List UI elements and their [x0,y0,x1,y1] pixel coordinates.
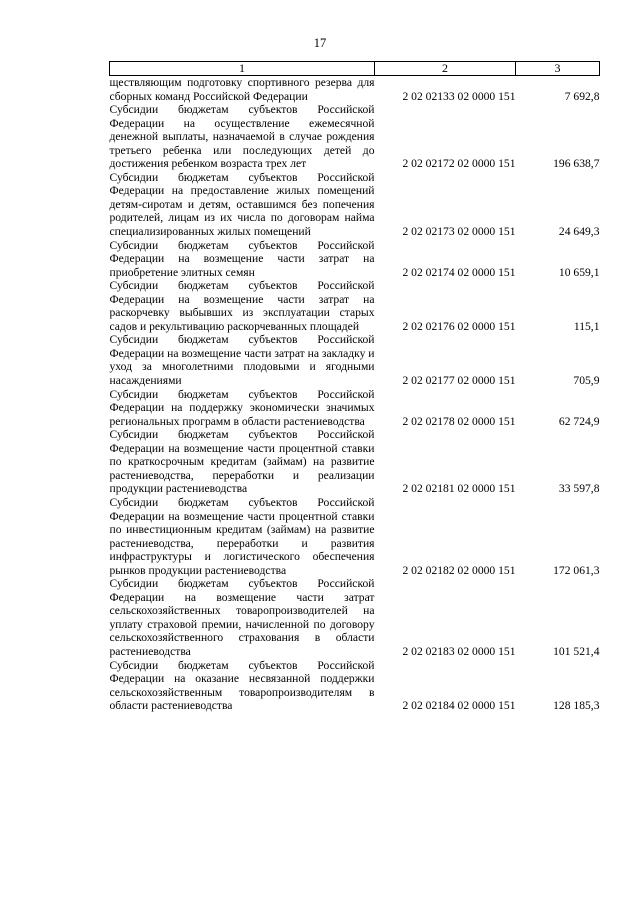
table-header-row [110,62,600,76]
row-description: Субсидии бюджетам субъектов Российской Федерации на возмещение части процентной ставки по краткосрочным кредитам (займам) на развитие растениеводства, переработки и реализации продукции растениеводства [109,428,375,496]
row-amount: 115,1 [573,319,600,333]
row-amount: 101 521,4 [553,644,600,658]
row-budget-code: 2 02 02177 02 0000 151 [402,374,516,388]
row-budget-code: 2 02 02183 02 0000 151 [402,644,516,658]
row-budget-code: 2 02 02174 02 0000 151 [402,265,516,279]
row-budget-code: 2 02 02178 02 0000 151 [402,414,516,428]
row-description: Субсидии бюджетам субъектов Российской Федерации на предоставление жилых помещений детям-сиротам и детям, оставшимся без попечения родителей, лицам из их числа по договорам найма специализированных жилых помещений [109,170,375,239]
column-header-1: 1 [110,62,375,76]
row-description: ществляющим подготовку спортивного резерва для сборных команд Российской Федерации [109,76,375,103]
table-row [110,577,600,658]
row-description: Субсидии бюджетам субъектов Российской Федерации на возмещение части затрат на раскорчевку выбывших из эксплуатации старых садов и рекультивацию раскорчеванных площадей [109,279,375,333]
row-amount: 705,9 [573,374,600,388]
row-budget-code: 2 02 02133 02 0000 151 [402,89,516,103]
table-row [110,279,600,333]
row-budget-code: 2 02 02182 02 0000 151 [402,563,516,577]
row-amount: 10 659,1 [558,265,600,279]
column-header-2: 2 [375,62,516,76]
row-amount: 62 724,9 [558,414,600,428]
table-row [110,239,600,280]
row-budget-code: 2 02 02172 02 0000 151 [402,157,516,171]
table-row [110,659,600,713]
row-description: Субсидии бюджетам субъектов Российской Федерации на возмещение части затрат на приобретение элитных семян [109,238,375,279]
row-budget-code: 2 02 02176 02 0000 151 [402,319,516,333]
row-amount: 172 061,3 [553,563,600,577]
row-description: Субсидии бюджетам субъектов Российской Федерации на возмещение части затрат сельскохозяйственных товаропроизводителей на уплату страховой премии, начисленной по договору сельскохозяйственного страхования в области растениеводства [109,577,375,658]
row-amount: 7 692,8 [564,89,600,103]
row-budget-code: 2 02 02181 02 0000 151 [402,482,516,496]
budget-revenue-table [109,61,600,713]
table-row [110,428,600,496]
row-amount: 33 597,8 [558,482,600,496]
row-amount: 128 185,3 [553,699,600,713]
table-row [110,388,600,429]
table-row [110,496,600,577]
row-amount: 196 638,7 [553,157,600,171]
row-budget-code: 2 02 02184 02 0000 151 [402,699,516,713]
column-header-3: 3 [516,62,600,76]
row-description: Субсидии бюджетам субъектов Российской Федерации на поддержку экономически значимых региональных программ в области растениеводства [109,387,375,428]
row-description: Субсидии бюджетам субъектов Российской Федерации на возмещение части затрат на закладку и уход за многолетними плодовыми и ягодными насаждениями [109,333,375,388]
row-budget-code: 2 02 02173 02 0000 151 [402,225,516,239]
page-number: 17 [313,36,327,50]
table-row [110,171,600,239]
table-row [110,103,600,171]
row-description: Субсидии бюджетам субъектов Российской Федерации на возмещение части процентной ставки по инвестиционным кредитам (займам) на развитие растениеводства, переработки и развития инфраструктуры и логистического обеспечения рынков продукции растениеводства [109,495,375,577]
row-description: Субсидии бюджетам субъектов Российской Федерации на оказание несвязанной поддержки сельскохозяйственным товаропроизводителям в области растениеводства [109,658,375,713]
row-amount: 24 649,3 [558,225,600,239]
table-row [110,76,600,104]
table-row [110,333,600,387]
row-description: Субсидии бюджетам субъектов Российской Федерации на осуществление ежемесячной денежной выплаты, назначаемой в случае рождения третьего ребенка или последующих детей до достижения ребенком возраста трех лет [109,103,375,171]
